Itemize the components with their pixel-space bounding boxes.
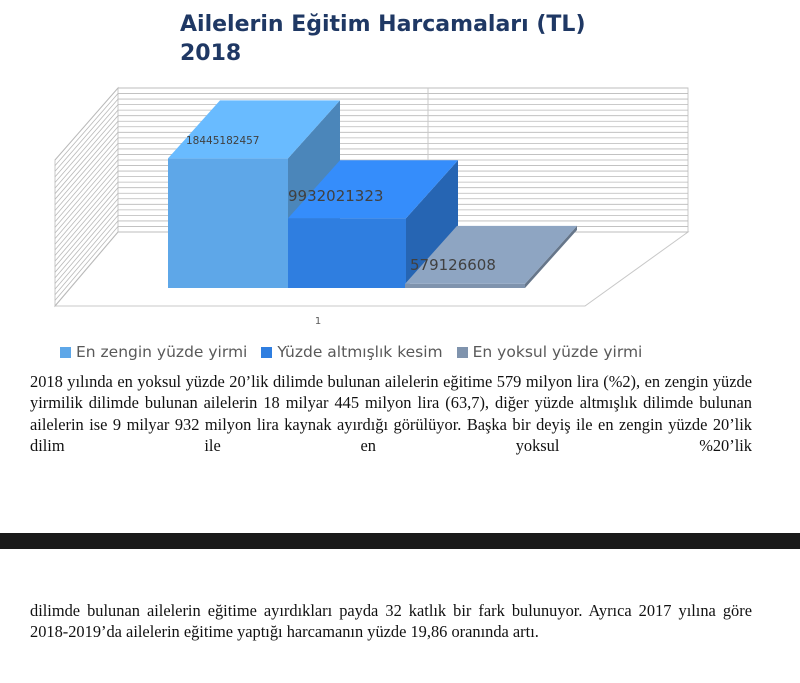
bar-front-face xyxy=(405,284,525,288)
data-label-3: 579126608 xyxy=(410,256,496,274)
chart-legend xyxy=(60,343,642,361)
paragraph-2: dilimde bulunan ailelerin eğitime ayırdıkları payda 32 katlık bir fark bulunuyor. Ayrıca 2017 yılına göre 2018-2019’da ailelerin eğitime yaptığı harcamanın yüzde 19,86 oranında artı. xyxy=(30,601,752,642)
legend-swatch-richest xyxy=(60,347,71,358)
page-divider xyxy=(0,533,800,549)
data-label-1: 18445182457 xyxy=(186,135,260,147)
data-label-2: 9932021323 xyxy=(288,187,384,205)
legend-label-richest: En zengin yüzde yirmi xyxy=(76,343,248,361)
legend-item-poorest xyxy=(457,343,643,361)
legend-label-middle: Yüzde altmışlık kesim xyxy=(277,343,443,361)
bar-front-face xyxy=(288,218,406,288)
legend-swatch-middle xyxy=(261,347,272,358)
legend-item-middle xyxy=(261,343,442,361)
legend-label-poorest: En yoksul yüzde yirmi xyxy=(472,343,643,361)
x-tick-label: 1 xyxy=(314,316,322,327)
chart-title: Ailelerin Eğitim Harcamaları (TL) 2018 xyxy=(180,12,586,66)
paragraph-1: 2018 yılında en yoksul yüzde 20’lik dilimde bulunan ailelerin eğitime 579 milyon lira (%2), en zengin yüzde yirmilik dilimde bulunan ailelerin 18 milyar 445 milyon lira (63,7), diğer yüzde altmışlık dilimde bulunan ailelerin ise 9 milyar 932 milyon lira kaynak ayırdığı görülüyor. Başka bir deyiş ile en zengin yüzde 20’lik dilim ile en yoksul %20’lik xyxy=(30,372,752,455)
bar-front-face xyxy=(168,158,288,288)
legend-item-richest xyxy=(60,343,247,361)
legend-swatch-poorest xyxy=(457,347,468,358)
